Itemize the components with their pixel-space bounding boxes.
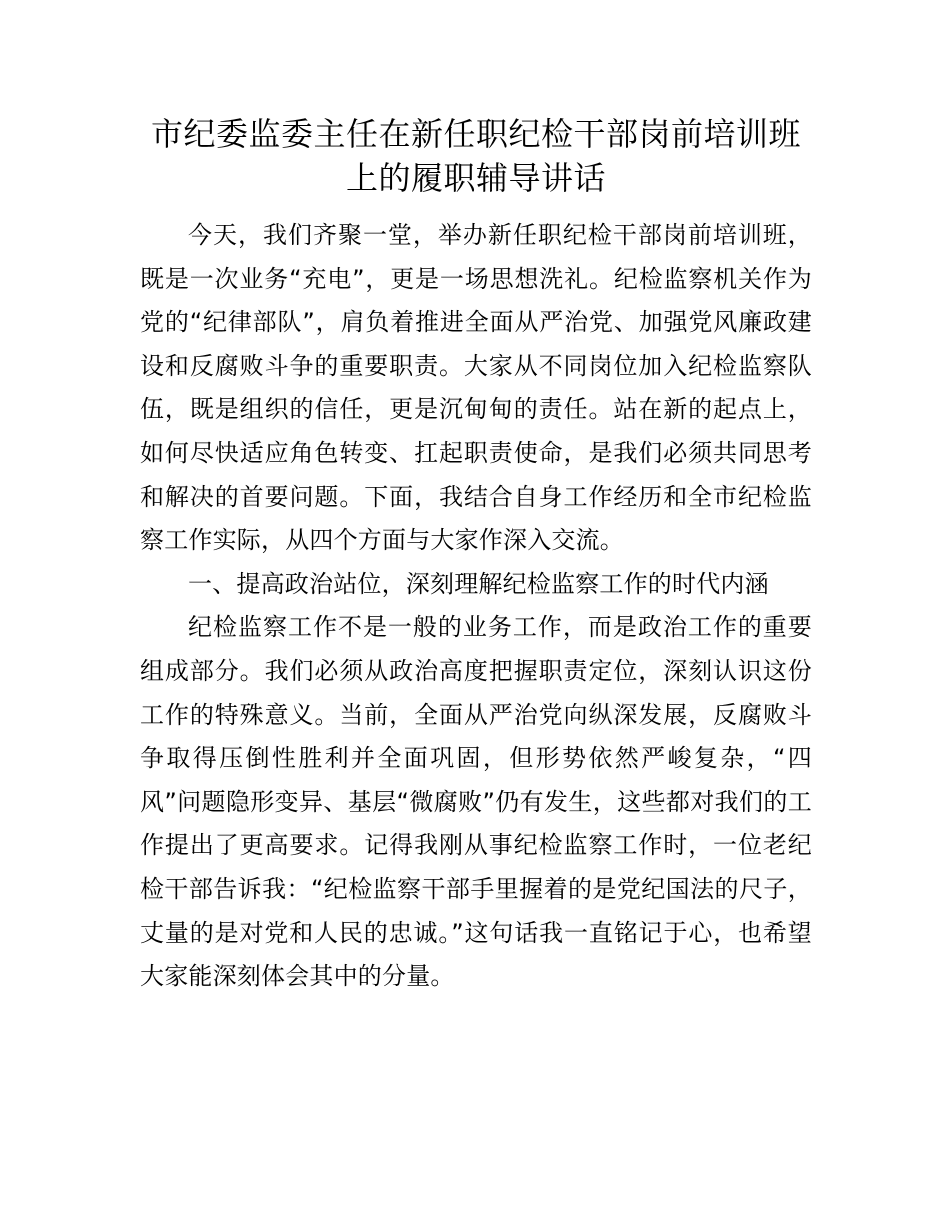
section-heading: 一、提高政治站位，深刻理解纪检监察工作的时代内涵 bbox=[188, 569, 769, 598]
document-body bbox=[140, 214, 812, 999]
document-title bbox=[140, 112, 812, 200]
title-line-2: 上的履职辅导讲话 bbox=[345, 159, 606, 197]
title-line-1: 市纪委监委主任在新任职纪检干部岗前培训班 bbox=[150, 115, 801, 153]
body-paragraph: 纪检监察工作不是一般的业务工作，而是政治工作的重要组成部分。我们必须从政治高度把握职责定位，深刻认识这份工作的特殊意义。当前，全面从严治党向纵深发展，反腐败斗争取得压倒性胜利并全面巩固，但形势依然严峻复杂，“四风”问题隐形变异、基层“微腐败”仍有发生，这些都对我们的工作提出了更高要求。记得我刚从事纪检监察工作时，一位老纪检干部告诉我：“纪检监察干部手里握着的是党纪国法的尺子，丈量的是对党和人民的忠诚。”这句话我一直铭记于心，也希望大家能深刻体会其中的分量。 bbox=[140, 613, 812, 991]
intro-paragraph: 今天，我们齐聚一堂，举办新任职纪检干部岗前培训班，既是一次业务“充电”，更是一场思想洗礼。纪检监察机关作为党的“纪律部队”，肩负着推进全面从严治党、加强党风廉政建设和反腐败斗争的重要职责。大家从不同岗位加入纪检监察队伍，既是组织的信任，更是沉甸甸的责任。站在新的起点上，如何尽快适应角色转变、扛起职责使命，是我们必须共同思考和解决的首要问题。下面，我结合自身工作经历和全市纪检监察工作实际，从四个方面与大家作深入交流。 bbox=[140, 221, 812, 555]
document-page bbox=[140, 112, 812, 999]
